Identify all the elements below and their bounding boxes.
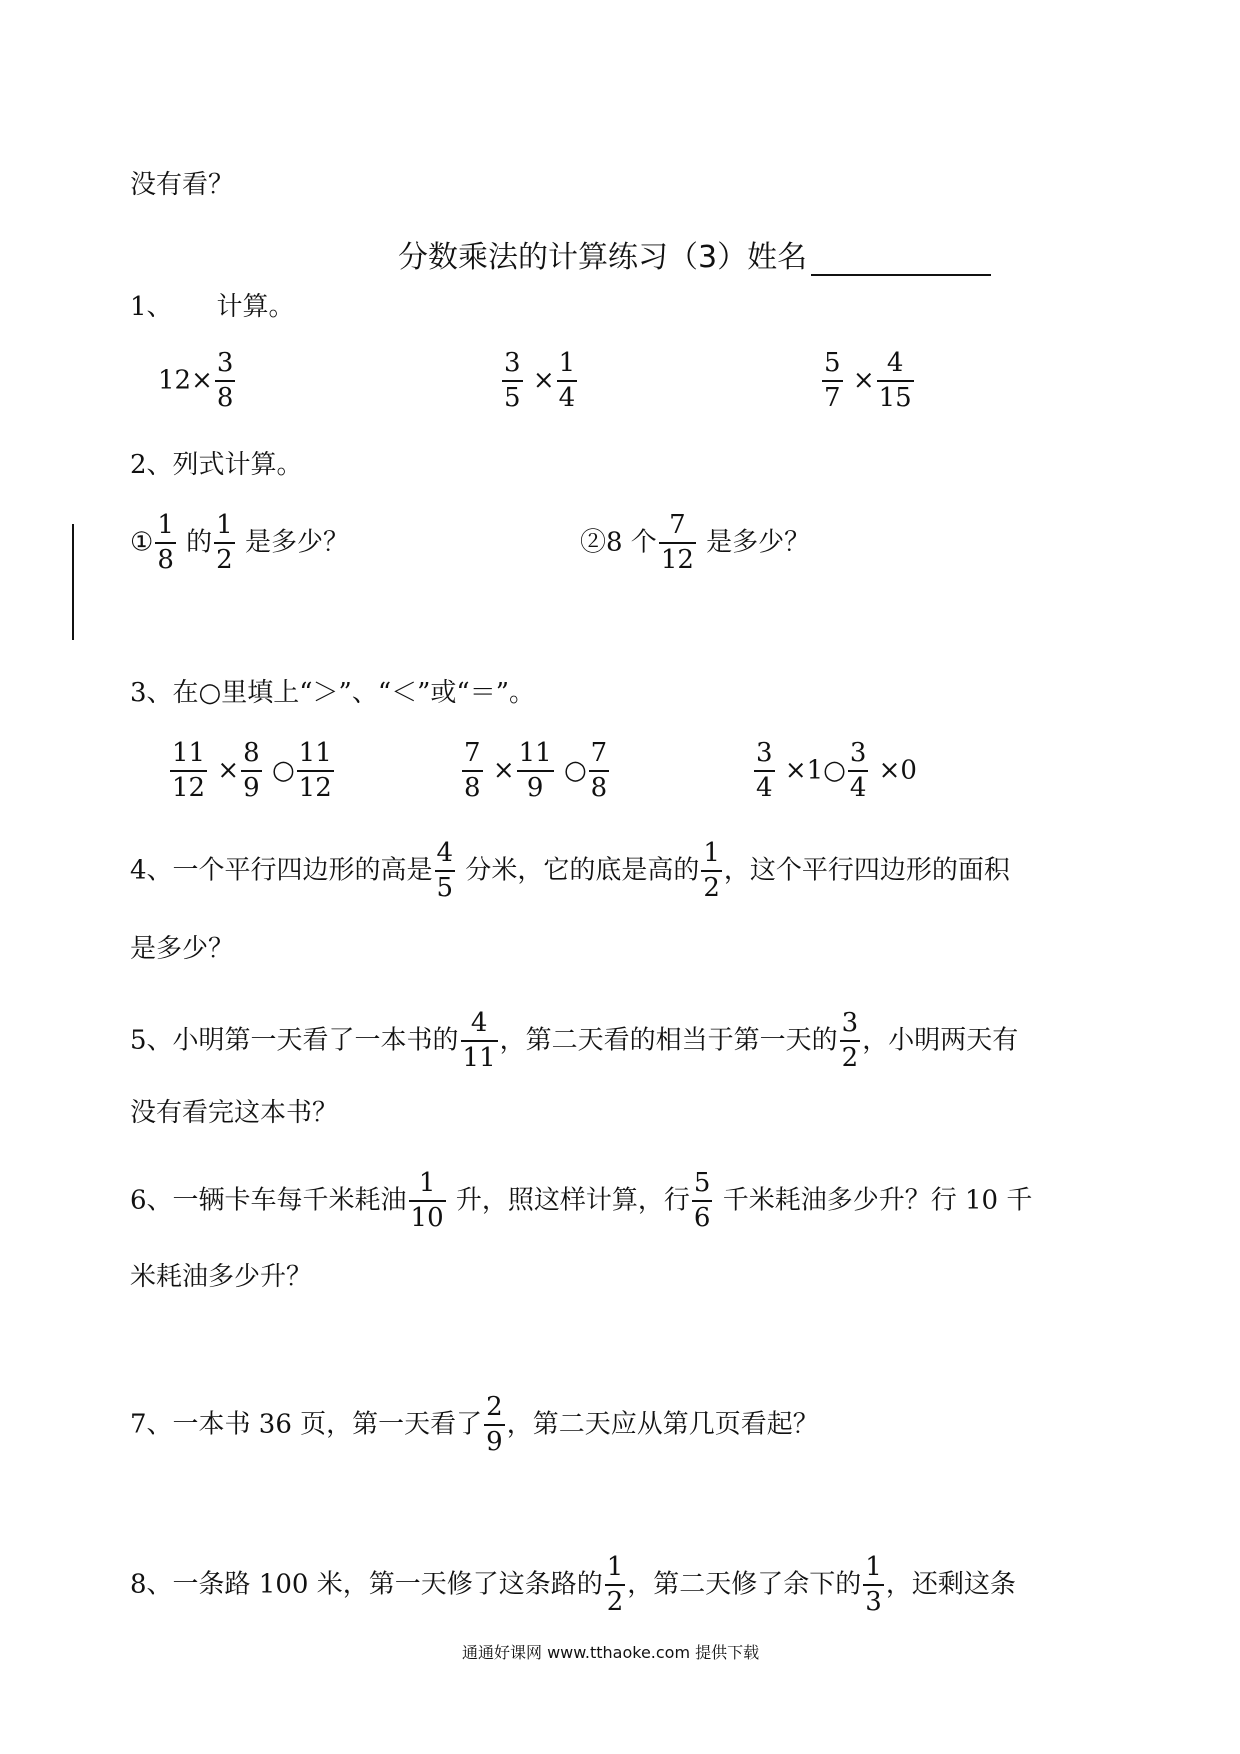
- q7-post: ，第二天应从第几页看起？: [506, 1409, 819, 1440]
- q3-c3-mid: ×1○: [784, 755, 846, 786]
- page-title: [398, 232, 991, 276]
- q8-post: ，还剩这条: [885, 1569, 1016, 1600]
- q2-p2-tail: 是多少？: [706, 527, 811, 558]
- q8-fraction-2: $\frac{1}{3}$: [865, 1552, 882, 1618]
- margin-line: [72, 524, 74, 640]
- q1-e2-op: ×: [532, 365, 555, 396]
- q1-e1-whole: 12×: [158, 365, 213, 396]
- q3-c2-fraction-b: $\frac{11}{9}$: [518, 738, 552, 804]
- q3-c1-fraction-a: $\frac{11}{12}$: [172, 738, 206, 804]
- q1-expr-3: [820, 350, 916, 413]
- q3-compare-3: [752, 740, 917, 803]
- q6-line-1: [130, 1170, 1032, 1233]
- q3-c3-fraction-b: $\frac{3}{4}$: [849, 738, 867, 804]
- q8-pre: 8、一条路 100 米，第一天修了这条路的: [130, 1569, 603, 1600]
- top-line: 没有看？: [130, 170, 235, 200]
- q3-c1-circle: ○: [271, 755, 295, 786]
- q3-c3-tail: ×0: [878, 755, 917, 786]
- q3-compare-1: [168, 740, 336, 803]
- q7-line: [130, 1394, 819, 1457]
- q3-c2-circle: ○: [563, 755, 587, 786]
- q1-e2-fraction-b: $\frac{1}{4}$: [558, 348, 576, 414]
- q2-p1-mark: ①: [130, 527, 154, 558]
- q4-mid: 分米，它的底是高的: [465, 855, 700, 886]
- q4-fraction-2: $\frac{1}{2}$: [703, 838, 720, 904]
- q1-text: 计算。: [216, 292, 295, 322]
- q2-p1-tail: 是多少？: [244, 527, 349, 558]
- q2-p1-fraction-b: $\frac{1}{2}$: [216, 510, 233, 576]
- q4-pre: 4、一个平行四边形的高是: [130, 855, 433, 886]
- name-blank: [811, 244, 991, 276]
- q2-p2-mark: ②8 个: [580, 527, 657, 558]
- q4-post: ，这个平行四边形的面积: [723, 855, 1010, 886]
- title-text: 分数乘法的计算练习（3）姓名: [398, 240, 808, 275]
- q4-line-1: [130, 840, 1010, 903]
- q1-label: 1、: [130, 292, 173, 322]
- q7-pre: 7、一本书 36 页，第一天看了: [130, 1409, 483, 1440]
- q2-part-1: [130, 512, 349, 575]
- q6-line-2: 米耗油多少升？: [130, 1262, 313, 1292]
- q6-post: 千米耗油多少升？行 10 千: [722, 1185, 1033, 1216]
- q2-p1-fraction-a: $\frac{1}{8}$: [157, 510, 174, 576]
- q1-e3-op: ×: [852, 365, 875, 396]
- q1-expr-1: [158, 350, 237, 413]
- q5-fraction-2: $\frac{3}{2}$: [841, 1008, 859, 1074]
- q1-e3-fraction-a: $\frac{5}{7}$: [824, 348, 841, 414]
- q1-e3-fraction-b: $\frac{4}{15}$: [878, 348, 912, 414]
- q4-fraction-1: $\frac{4}{5}$: [436, 838, 454, 904]
- q1-e2-fraction-a: $\frac{3}{5}$: [504, 348, 521, 414]
- q5-pre: 5、小明第一天看了一本书的: [130, 1025, 459, 1056]
- q6-fraction-1: $\frac{1}{10}$: [410, 1168, 444, 1234]
- q3-c3-fraction-a: $\frac{3}{4}$: [756, 738, 773, 804]
- q1-heading: [130, 294, 295, 320]
- q3-c2-fraction-a: $\frac{7}{8}$: [464, 738, 481, 804]
- q5-mid: ，第二天看的相当于第一天的: [499, 1025, 838, 1056]
- q3-c1-fraction-b: $\frac{8}{9}$: [243, 738, 260, 804]
- q5-fraction-1: $\frac{4}{11}$: [462, 1008, 496, 1074]
- q8-mid: ，第二天修了余下的: [627, 1569, 862, 1600]
- q5-line-1: [130, 1010, 1018, 1073]
- q6-fraction-2: $\frac{5}{6}$: [693, 1168, 711, 1234]
- q7-fraction: $\frac{2}{9}$: [486, 1392, 503, 1458]
- q1-expr-2: [500, 350, 579, 413]
- q2-heading: 2、列式计算。: [130, 450, 303, 480]
- q2-p1-mid: 的: [186, 527, 213, 558]
- q6-pre: 6、一辆卡车每千米耗油: [130, 1185, 407, 1216]
- q3-c1-op: ×: [217, 755, 240, 786]
- q3-heading: 3、在○里填上“＞”、“＜”或“＝”。: [130, 678, 535, 708]
- q8-line: [130, 1554, 1016, 1617]
- q6-mid: 升，照这样计算，行: [455, 1185, 690, 1216]
- q5-line-2: 没有看完这本书？: [130, 1098, 339, 1128]
- q1-e1-fraction: $\frac{3}{8}$: [216, 348, 234, 414]
- q3-c2-fraction-c: $\frac{7}{8}$: [590, 738, 608, 804]
- footer-note: 通通好课网 www.tthaoke.com 提供下载: [462, 1643, 760, 1662]
- q2-p2-fraction: $\frac{7}{12}$: [660, 510, 694, 576]
- q3-c1-fraction-c: $\frac{11}{12}$: [298, 738, 332, 804]
- q8-fraction-1: $\frac{1}{2}$: [606, 1552, 624, 1618]
- q3-c2-op: ×: [492, 755, 515, 786]
- q4-line-2: 是多少？: [130, 934, 235, 964]
- q3-compare-2: [460, 740, 611, 803]
- q5-post: ，小明两天有: [862, 1025, 1019, 1056]
- q2-part-2: [580, 512, 810, 575]
